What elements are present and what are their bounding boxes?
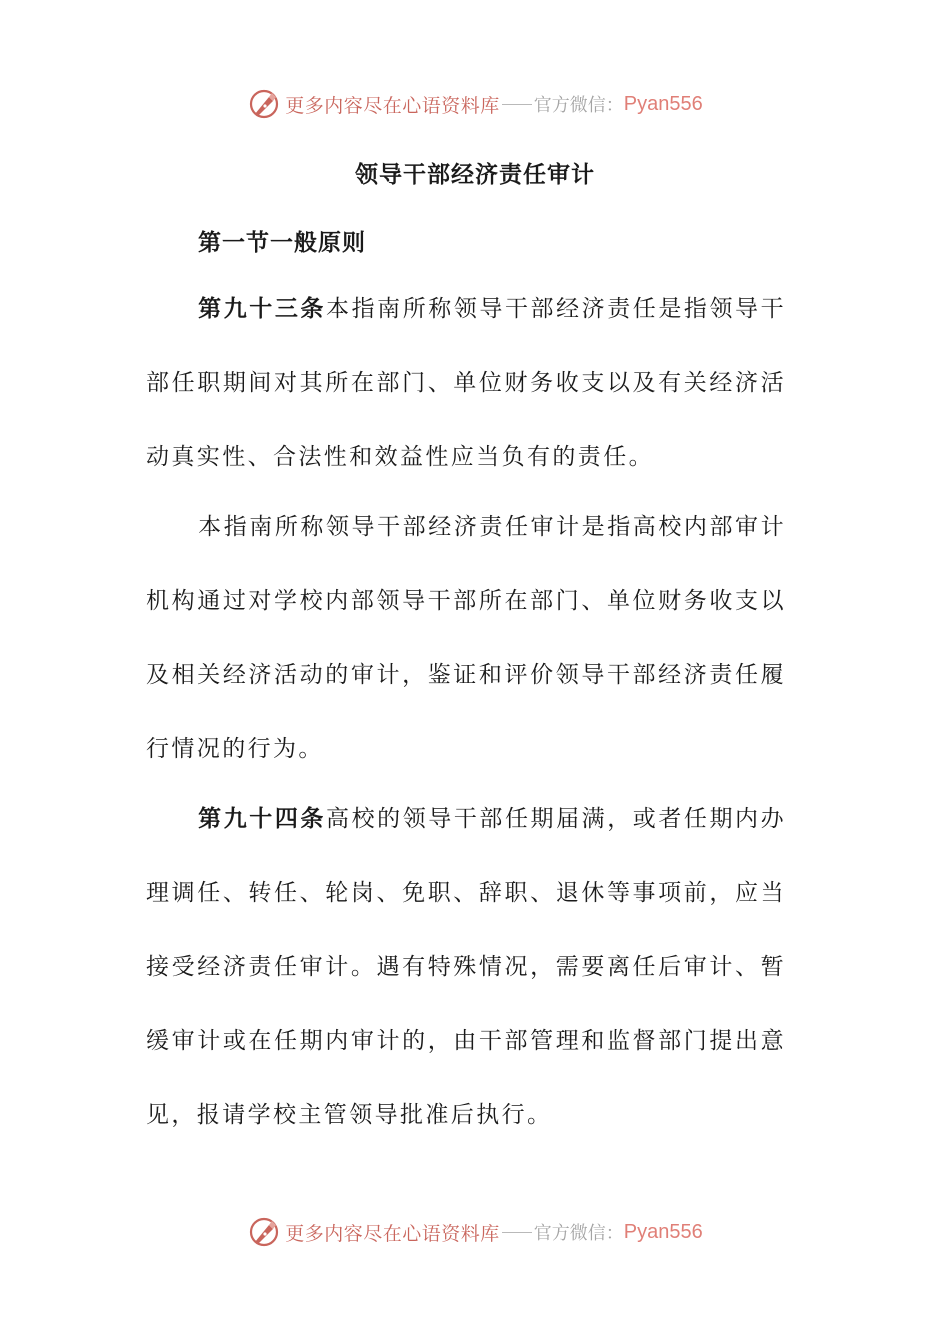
paragraph-audit-definition [146, 490, 786, 786]
paragraph-text: 本指南所称领导干部经济责任是指领导干部任职期间对其所在部门、单位财务收支以及有关经济活动真实性、合法性和效益性应当负有的责任。 [146, 296, 787, 470]
paragraph-article-94 [146, 782, 786, 1152]
watermark-text: 更多内容尽在心语资料库 [285, 94, 500, 117]
paragraph-article-93 [146, 272, 786, 494]
watermark-dash [502, 104, 532, 105]
watermark-wechat-id: Pyan556 [623, 1220, 703, 1243]
header-watermark [0, 84, 950, 124]
article-label: 第九十三条 [198, 296, 326, 322]
watermark-wechat-label: 官方微信： [533, 95, 624, 116]
watermark-wechat-label: 官方微信： [533, 1223, 624, 1244]
section-heading: 第一节一般原则 [198, 230, 366, 256]
pen-nib-circle-icon [247, 87, 281, 121]
watermark-wechat-id: Pyan556 [623, 92, 703, 115]
paragraph-text: 本指南所称领导干部经济责任审计是指高校内部审计机构通过对学校内部领导干部所在部门、单位财务收支以及相关经济活动的审计，鉴证和评价领导干部经济责任履行情况的行为。 [146, 514, 786, 762]
footer-watermark [0, 1212, 950, 1252]
watermark-dash [502, 1232, 532, 1233]
document-title: 领导干部经济责任审计 [355, 162, 595, 188]
paragraph-text: 高校的领导干部任期届满，或者任期内办理调任、转任、轮岗、免职、辞职、退休等事项前，应当接受经济责任审计。遇有特殊情况，需要离任后审计、暂缓审计或在任期内审计的，由干部管理和监督部门提出意见，报请学校主管领导批准后执行。 [146, 806, 787, 1128]
article-label: 第九十四条 [198, 806, 326, 832]
watermark-text: 更多内容尽在心语资料库 [285, 1222, 500, 1245]
pen-nib-circle-icon [247, 1215, 281, 1249]
